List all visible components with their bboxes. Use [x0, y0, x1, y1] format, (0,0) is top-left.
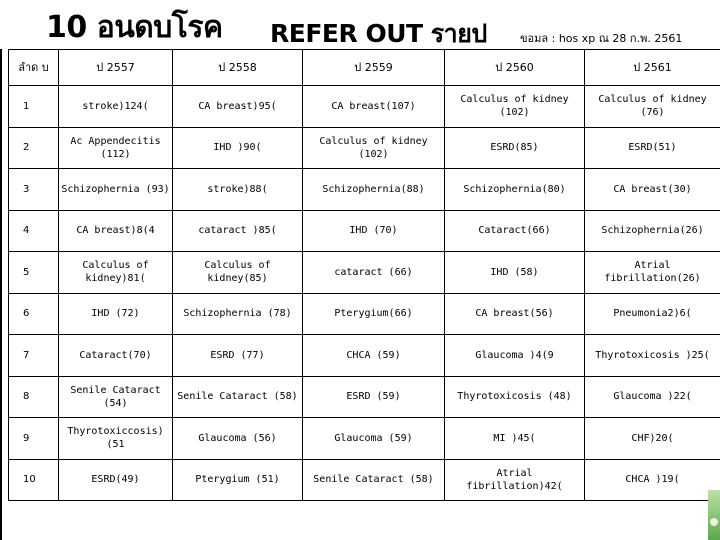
table-cell: Pterygium(66): [303, 293, 445, 335]
table-cell: Atrial fibrillation)42(: [445, 459, 585, 501]
table-cell: Schizophernia (78): [173, 293, 303, 335]
rank-cell: 8: [9, 376, 59, 418]
table-cell: Thyrotoxicosis )25(: [585, 335, 720, 377]
table-cell: Calculus of kidney (102): [303, 127, 445, 169]
table-cell: ESRD(49): [59, 459, 173, 501]
table-cell: Glaucoma )4(9: [445, 335, 585, 377]
table-header-row: [9, 50, 720, 86]
table-cell: CHCA (59): [303, 335, 445, 377]
rank-cell: 1: [9, 86, 59, 128]
table-cell: CA breast(30): [585, 169, 720, 211]
data-source-note: ขอมล : hos xp ณ 28 ก.พ. 2561: [520, 32, 683, 45]
table-row: [9, 418, 720, 460]
column-header-2561: ป 2561: [585, 50, 720, 86]
table-cell: Calculus of kidney (102): [445, 86, 585, 128]
page-subtitle: REFER OUT รายป: [270, 19, 487, 48]
table-row: [9, 169, 720, 211]
table-cell: Schizophernia (93): [59, 169, 173, 211]
table-cell: MI )45(: [445, 418, 585, 460]
corner-decoration: [708, 490, 720, 540]
table-cell: Ac Appendecitis (112): [59, 127, 173, 169]
table-cell: ESRD(85): [445, 127, 585, 169]
table-row: [9, 127, 720, 169]
table-cell: Senile Cataract (58): [303, 459, 445, 501]
column-header-2559: ป 2559: [303, 50, 445, 86]
table-cell: IHD (58): [445, 252, 585, 294]
column-header-2560: ป 2560: [445, 50, 585, 86]
table-cell: Cataract(70): [59, 335, 173, 377]
table-cell: CA breast(56): [445, 293, 585, 335]
table-cell: CA breast)95(: [173, 86, 303, 128]
table-cell: Thyrotoxicosis (48): [445, 376, 585, 418]
table-cell: CHF)20(: [585, 418, 720, 460]
table-row: [9, 376, 720, 418]
rank-cell: 9: [9, 418, 59, 460]
table-cell: ESRD (59): [303, 376, 445, 418]
table-row: [9, 210, 720, 252]
table-cell: Calculus of kidney)81(: [59, 252, 173, 294]
table-row: [9, 252, 720, 294]
table-cell: Pneumonia2)6(: [585, 293, 720, 335]
rank-cell: 4: [9, 210, 59, 252]
table-cell: IHD )90(: [173, 127, 303, 169]
column-header-2557: ป 2557: [59, 50, 173, 86]
table-cell: Schizophernia(26): [585, 210, 720, 252]
table-cell: Atrial fibrillation(26): [585, 252, 720, 294]
table-cell: ESRD(51): [585, 127, 720, 169]
table-cell: Senile Cataract (58): [173, 376, 303, 418]
rank-cell: 6: [9, 293, 59, 335]
table-cell: Calculus of kidney (76): [585, 86, 720, 128]
table-cell: IHD (72): [59, 293, 173, 335]
left-border-decoration: [0, 49, 8, 540]
table-cell: cataract (66): [303, 252, 445, 294]
rank-cell: 5: [9, 252, 59, 294]
table-cell: Cataract(66): [445, 210, 585, 252]
rank-cell: 10: [9, 459, 59, 501]
table-cell: Glaucoma (59): [303, 418, 445, 460]
ranking-table: [8, 49, 720, 501]
table-row: [9, 293, 720, 335]
table-cell: cataract )85(: [173, 210, 303, 252]
table-cell: Thyrotoxiccosis) (51: [59, 418, 173, 460]
table-cell: Schizophernia(80): [445, 169, 585, 211]
table-row: [9, 86, 720, 128]
rank-cell: 2: [9, 127, 59, 169]
leaf-icon: [710, 518, 718, 526]
table-cell: IHD (70): [303, 210, 445, 252]
table-row: [9, 335, 720, 377]
table-cell: stroke)88(: [173, 169, 303, 211]
column-header-rank: ลำด บ: [9, 50, 59, 86]
table-cell: Pterygium (51): [173, 459, 303, 501]
table-cell: CA breast)8(4: [59, 210, 173, 252]
rank-cell: 7: [9, 335, 59, 377]
column-header-2558: ป 2558: [173, 50, 303, 86]
table-cell: Glaucoma )22(: [585, 376, 720, 418]
table-cell: Schizophernia(88): [303, 169, 445, 211]
table-cell: Calculus of kidney(85): [173, 252, 303, 294]
table-cell: stroke)124(: [59, 86, 173, 128]
page-title: 10 อนดบโรค: [46, 10, 223, 45]
table-row: [9, 459, 720, 501]
table-cell: Senile Cataract (54): [59, 376, 173, 418]
rank-cell: 3: [9, 169, 59, 211]
table-cell: Glaucoma (56): [173, 418, 303, 460]
title-area: [0, 0, 720, 50]
table-cell: ESRD (77): [173, 335, 303, 377]
table-cell: CHCA )19(: [585, 459, 720, 501]
table-cell: CA breast(107): [303, 86, 445, 128]
